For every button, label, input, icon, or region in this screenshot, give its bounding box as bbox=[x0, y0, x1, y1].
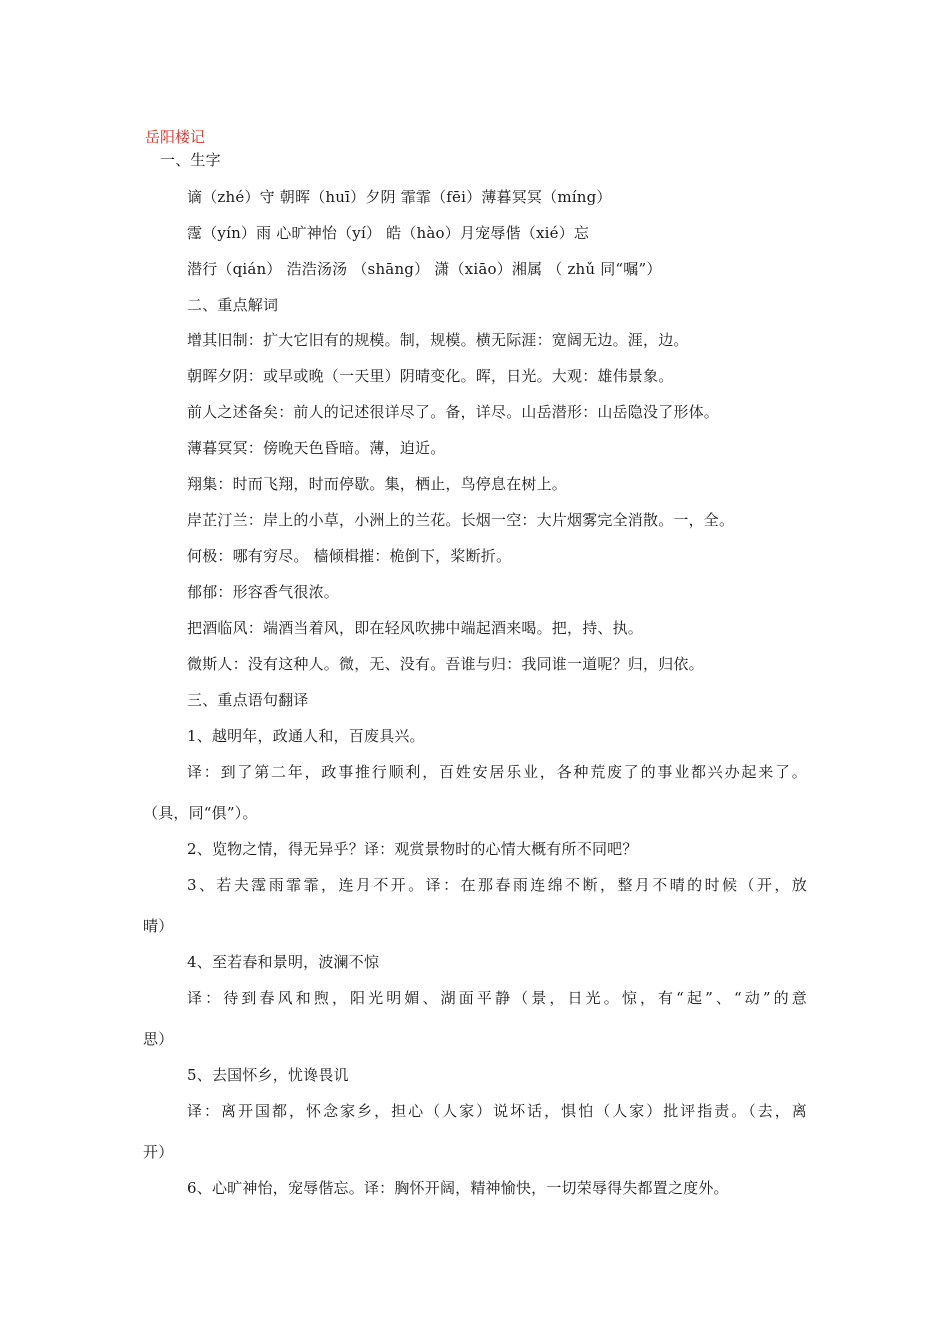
sentence-translation-continued: 思） bbox=[143, 1030, 174, 1048]
sentence-translation-continued: 开） bbox=[143, 1143, 174, 1161]
vocab-line: 潜行（qián） 浩浩汤汤 （shāng） 潇（xiāo）湘属 （ zhǔ 同“嘱”） bbox=[187, 260, 662, 278]
word-definition: 增其旧制：扩大它旧有的规模。制，规模。横无际涯：宽阔无边。涯，边。 bbox=[187, 331, 689, 349]
word-definition: 微斯人：没有这种人。微，无、没有。吾谁与归：我同谁一道呢？归，归依。 bbox=[187, 655, 704, 673]
document-title: 岳阳楼记 bbox=[145, 128, 206, 146]
word-definition: 岸芷汀兰：岸上的小草，小洲上的兰花。长烟一空：大片烟雾完全消散。一，全。 bbox=[187, 511, 735, 529]
word-definition: 薄暮冥冥：傍晚天色昏暗。薄，迫近。 bbox=[187, 439, 446, 457]
sentence-translation-continued: （具，同“俱”）。 bbox=[143, 804, 258, 822]
vocab-line: 谪（zhé）守 朝晖（huī）夕阴 霏霏（fēi）薄暮冥冥（míng） bbox=[187, 188, 612, 206]
word-definition: 把酒临风：端酒当着风，即在轻风吹拂中端起酒来喝。把，持、执。 bbox=[187, 619, 644, 637]
sentence-translation: 译：离开国都，怀念家乡，担心（人家）说坏话，惧怕（人家）批评指责。（去，离 bbox=[187, 1102, 807, 1120]
sentence: 2、览物之情，得无异乎？译：观赏景物时的心情大概有所不同吧？ bbox=[187, 840, 638, 858]
sentence-translation: 译：待到春风和煦，阳光明媚、湖面平静（景，日光。惊，有“起”、“动”的意 bbox=[187, 989, 807, 1007]
sentence: 4、至若春和景明，波澜不惊 bbox=[187, 953, 380, 971]
section-heading-translation: 三、重点语句翻译 bbox=[187, 691, 309, 709]
sentence: 3、若夫霪雨霏霏，连月不开。译：在那春雨连绵不断，整月不晴的时候（开，放 bbox=[187, 876, 807, 894]
sentence-continued: 晴） bbox=[143, 917, 174, 935]
section-heading-characters: 一、生字 bbox=[160, 151, 221, 169]
section-heading-words: 二、重点解词 bbox=[187, 296, 279, 314]
word-definition: 郁郁：形容香气很浓。 bbox=[187, 583, 340, 601]
word-definition: 何极：哪有穷尽。 樯倾楫摧：桅倒下，桨断折。 bbox=[187, 547, 512, 565]
word-definition: 翔集：时而飞翔，时而停歇。集，栖止，鸟停息在树上。 bbox=[187, 475, 568, 493]
word-definition: 前人之述备矣：前人的记述很详尽了。备，详尽。山岳潜形：山岳隐没了形体。 bbox=[187, 403, 720, 421]
sentence-translation: 译：到了第二年，政事推行顺利，百姓安居乐业，各种荒废了的事业都兴办起来了。 bbox=[187, 763, 807, 781]
vocab-line: 霪（yín）雨 心旷神怡（yí） 皓（hào）月宠辱偕（xié）忘 bbox=[187, 224, 590, 242]
sentence: 5、去国怀乡，忧谗畏讥 bbox=[187, 1066, 349, 1084]
sentence: 1、越明年，政通人和，百废具兴。 bbox=[187, 727, 425, 745]
sentence: 6、心旷神怡，宠辱偕忘。译：胸怀开阔，精神愉快，一切荣辱得失都置之度外。 bbox=[187, 1179, 729, 1197]
word-definition: 朝晖夕阴：或早或晚（一天里）阴晴变化。晖，日光。大观：雄伟景象。 bbox=[187, 367, 674, 385]
